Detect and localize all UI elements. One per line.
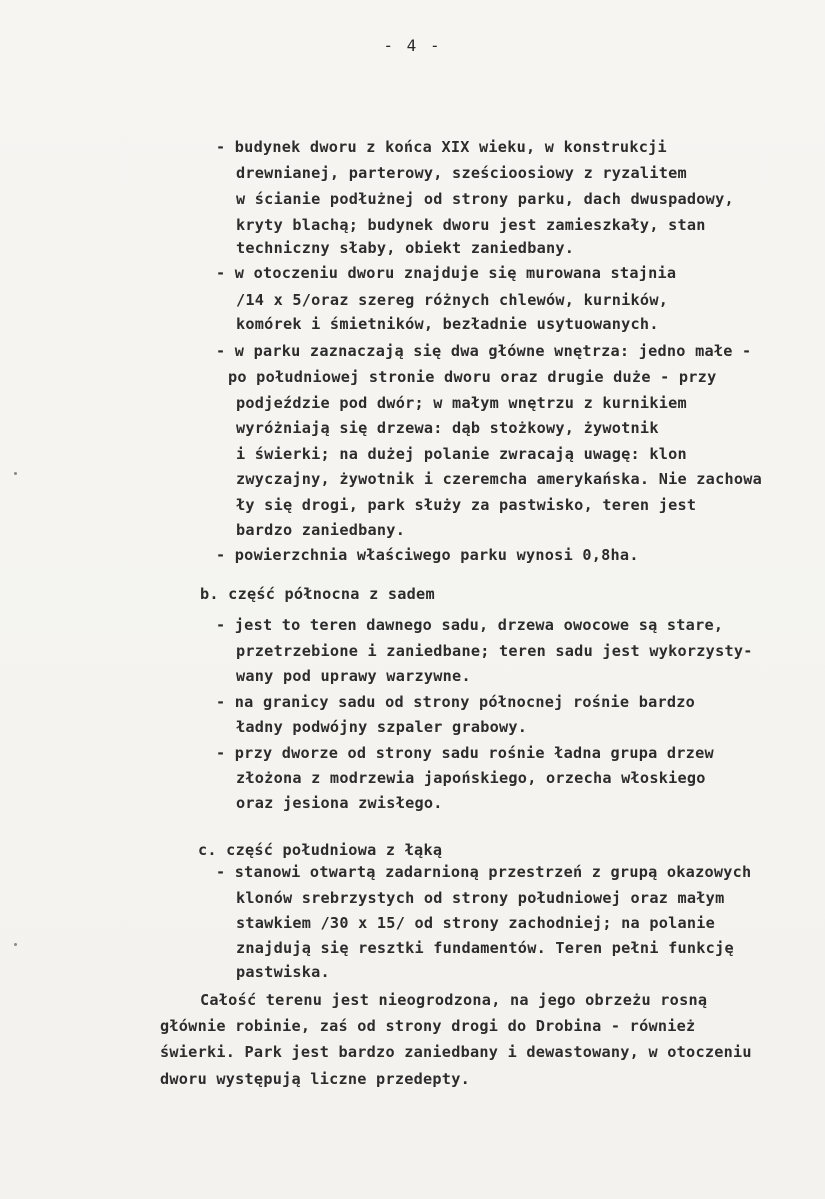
text-line: techniczny słaby, obiekt zaniedbany. [236,239,575,257]
text-line: - budynek dworu z końca XIX wieku, w konstrukcji [216,138,667,156]
text-line: ły się drogi, park służy za pastwisko, teren jest [236,496,697,514]
paragraph-line: Całość terenu jest nieogrodzona, na jego obrzeżu rosną [200,991,708,1009]
text-line: po południowej stronie dworu oraz drugie duże - przy [228,368,717,386]
paragraph-line: świerki. Park jest bardzo zaniedbany i dewastowany, w otoczeniu [160,1043,752,1061]
text-line: komórek i śmietników, bezładnie usytuowanych. [236,315,659,333]
text-line: - stanowi otwartą zadarnioną przestrzeń z grupą okazowych [216,863,752,881]
text-line: ładny podwójny szpaler grabowy. [236,718,528,736]
text-line: podjeździe pod dwór; w małym wnętrzu z kurnikiem [236,394,687,412]
page-number: - 4 - [383,36,442,55]
text-line: /14 x 5/oraz szereg różnych chlewów, kurników, [236,291,669,309]
paragraph-line: dworu występują liczne przedepty. [160,1070,470,1088]
text-line: - w otoczeniu dworu znajduje się murowana stajnia [216,264,677,282]
text-line: wany pod uprawy warzywne. [236,667,471,685]
text-line: kryty blachą; budynek dworu jest zamieszkały, stan [236,216,706,234]
text-line: - przy dworze od strony sadu rośnie ładna grupa drzew [216,744,714,762]
text-line: klonów srebrzystych od strony południowej oraz małym [236,889,725,907]
section-heading: c. część południowa z łąką [198,841,443,859]
binding-hole-mark [14,472,17,475]
text-line: pastwiska. [236,963,330,981]
text-line: bardzo zaniedbany. [236,521,406,539]
text-line: znajdują się resztki fundamentów. Teren pełni funkcję [236,939,734,957]
text-line: - na granicy sadu od strony północnej rośnie bardzo [216,693,696,711]
text-line: drewnianej, parterowy, sześcioosiowy z ryzalitem [236,164,687,182]
text-line: - w parku zaznaczają się dwa główne wnętrza: jedno małe - [216,342,752,360]
text-line: oraz jesiona zwisłego. [236,794,443,812]
text-line: i świerki; na dużej polanie zwracają uwagę: klon [236,445,687,463]
text-line: - jest to teren dawnego sadu, drzewa owocowe są stare, [216,616,724,634]
text-line: - powierzchnia właściwego parku wynosi 0,8ha. [216,546,639,564]
text-line: stawkiem /30 x 15/ od strony zachodniej; na polanie [236,914,716,932]
text-line: w ścianie podłużnej od strony parku, dach dwuspadowy, [236,190,734,208]
section-heading: b. część północna z sadem [200,585,435,603]
binding-hole-mark [14,943,17,946]
text-line: zwyczajny, żywotnik i czeremcha amerykańska. Nie zachowa [236,470,763,488]
text-line: przetrzebione i zaniedbane; teren sadu jest wykorzysty- [236,642,753,660]
text-line: złożona z modrzewia japońskiego, orzecha włoskiego [236,769,706,787]
text-line: wyróżniają się drzewa: dąb stożkowy, żywotnik [236,419,659,437]
paragraph-line: głównie robinie, zaś od strony drogi do Drobina - również [160,1017,696,1035]
